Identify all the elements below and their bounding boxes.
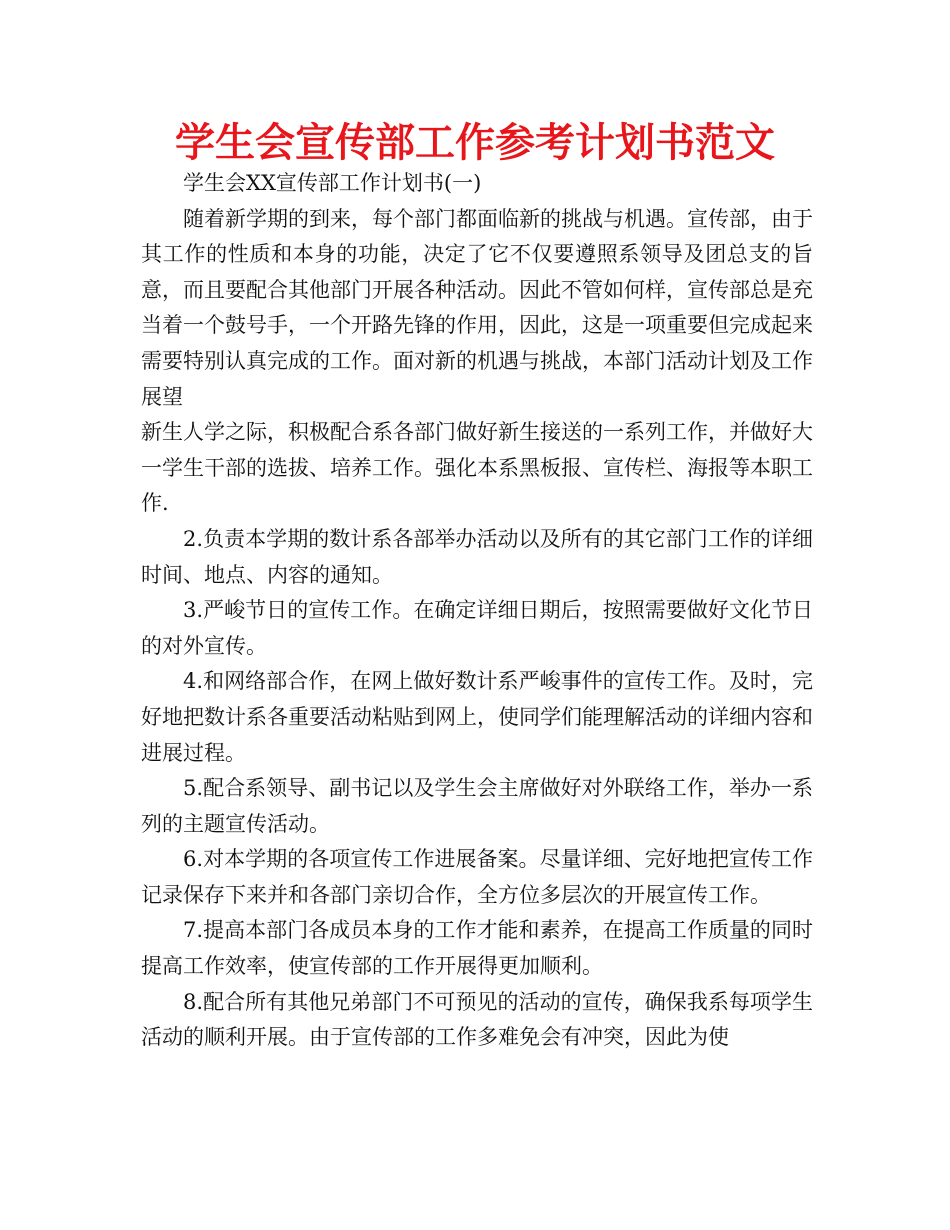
- paragraph: 学生会XX宣传部工作计划书(一): [183, 171, 482, 195]
- paragraph: 3.严峻节日的宣传工作。在确定详细日期后，按照需要做好文化节日的对外宣传。: [141, 598, 813, 658]
- paragraph: 2.负责本学期的数计系各部举办活动以及所有的其它部门工作的详细时间、地点、内容的通知。: [141, 526, 813, 587]
- paragraph: 8.配合所有其他兄弟部门不可预见的活动的宣传，确保我系每项学生活动的顺利开展。由于宣传部的工作多难免会有冲突，因此为使: [141, 989, 813, 1050]
- paragraph: 7.提高本部门各成员本身的工作才能和素养，在提高工作质量的同时提高工作效率，使宣传部的工作开展得更加顺利。: [141, 918, 813, 979]
- document-body: [141, 166, 813, 1056]
- document-title: 学生会宣传部工作参考计划书范文: [175, 120, 775, 166]
- paragraph: 4.和网络部合作，在网上做好数计系严峻事件的宣传工作。及时，完好地把数计系各重要活动粘贴到网上，使同学们能理解活动的详细内容和进展过程。: [141, 669, 813, 765]
- paragraph: 5.配合系领导、副书记以及学生会主席做好对外联络工作，举办一系列的主题宣传活动。: [141, 776, 813, 836]
- paragraph: 新生人学之际，积极配合系各部门做好新生接送的一系列工作，并做好大一学生干部的选拔、培养工作。强化本系黑板报、宣传栏、海报等本职工作.: [141, 420, 813, 516]
- paragraph: 6.对本学期的各项宣传工作进展备案。尽量详细、完好地把宣传工作记录保存下来并和各部门亲切合作，全方位多层次的开展宣传工作。: [141, 847, 813, 907]
- paragraph: 随着新学期的到来，每个部门都面临新的挑战与机遇。宣传部，由于其工作的性质和本身的功能，决定了它不仅要遵照系领导及团总支的旨意，而且要配合其他部门开展各种活动。因此不管如何样，宣传部总是充当着一个鼓号手，一个开路先锋的作用，因此，这是一项重要但完成起来需要特别认真完成的工作。面对新的机遇与挑战，本部门活动计划及工作展望: [141, 206, 813, 409]
